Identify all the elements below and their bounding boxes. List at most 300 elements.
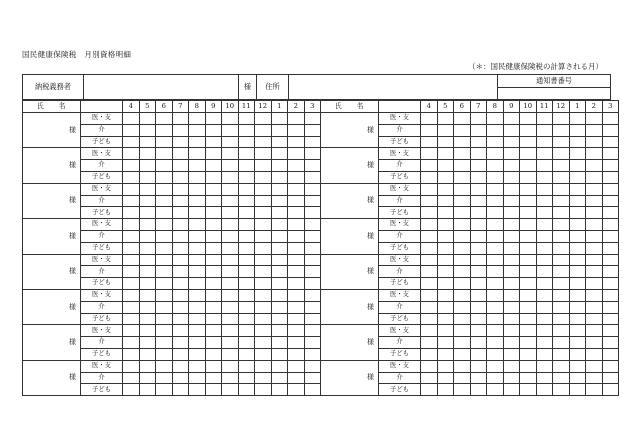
month-cell[interactable] — [437, 183, 454, 195]
month-cell[interactable] — [470, 266, 487, 278]
month-cell[interactable] — [189, 266, 206, 278]
insured-name-cell[interactable]: 様 — [23, 113, 81, 148]
month-cell[interactable] — [553, 313, 570, 325]
month-cell[interactable] — [569, 136, 586, 148]
month-cell[interactable] — [222, 230, 239, 242]
month-cell[interactable] — [288, 254, 305, 266]
month-cell[interactable] — [271, 301, 288, 313]
month-cell[interactable] — [205, 337, 222, 349]
month-cell[interactable] — [454, 113, 471, 125]
month-cell[interactable] — [304, 230, 321, 242]
month-cell[interactable] — [205, 160, 222, 172]
month-cell[interactable] — [271, 242, 288, 254]
month-cell[interactable] — [586, 230, 603, 242]
month-cell[interactable] — [304, 278, 321, 290]
insured-name-cell[interactable]: 様 — [321, 113, 379, 148]
month-cell[interactable] — [503, 171, 520, 183]
month-cell[interactable] — [271, 325, 288, 337]
month-cell[interactable] — [454, 148, 471, 160]
month-cell[interactable] — [421, 254, 438, 266]
month-cell[interactable] — [421, 266, 438, 278]
month-cell[interactable] — [536, 242, 553, 254]
month-cell[interactable] — [487, 301, 504, 313]
month-cell[interactable] — [172, 171, 189, 183]
month-cell[interactable] — [172, 113, 189, 125]
month-cell[interactable] — [156, 278, 173, 290]
month-cell[interactable] — [586, 254, 603, 266]
month-cell[interactable] — [288, 337, 305, 349]
month-cell[interactable] — [172, 278, 189, 290]
month-cell[interactable] — [487, 136, 504, 148]
month-cell[interactable] — [437, 242, 454, 254]
month-cell[interactable] — [304, 254, 321, 266]
insured-name-cell[interactable]: 様 — [321, 254, 379, 289]
month-cell[interactable] — [123, 372, 140, 384]
month-cell[interactable] — [569, 195, 586, 207]
insured-name-cell[interactable]: 様 — [321, 148, 379, 183]
month-cell[interactable] — [536, 266, 553, 278]
month-cell[interactable] — [139, 301, 156, 313]
month-cell[interactable] — [586, 372, 603, 384]
month-cell[interactable] — [238, 254, 255, 266]
month-cell[interactable] — [123, 360, 140, 372]
month-cell[interactable] — [123, 384, 140, 396]
month-cell[interactable] — [123, 207, 140, 219]
month-cell[interactable] — [487, 207, 504, 219]
month-cell[interactable] — [487, 348, 504, 360]
month-cell[interactable] — [238, 266, 255, 278]
month-cell[interactable] — [205, 113, 222, 125]
month-cell[interactable] — [238, 183, 255, 195]
month-cell[interactable] — [156, 195, 173, 207]
month-cell[interactable] — [503, 348, 520, 360]
month-cell[interactable] — [288, 124, 305, 136]
month-cell[interactable] — [222, 242, 239, 254]
month-cell[interactable] — [304, 242, 321, 254]
month-cell[interactable] — [139, 230, 156, 242]
month-cell[interactable] — [222, 348, 239, 360]
month-cell[interactable] — [288, 384, 305, 396]
month-cell[interactable] — [421, 219, 438, 231]
month-cell[interactable] — [123, 337, 140, 349]
month-cell[interactable] — [172, 301, 189, 313]
month-cell[interactable] — [602, 183, 619, 195]
month-cell[interactable] — [222, 113, 239, 125]
month-cell[interactable] — [553, 219, 570, 231]
month-cell[interactable] — [602, 113, 619, 125]
month-cell[interactable] — [139, 160, 156, 172]
month-cell[interactable] — [156, 148, 173, 160]
month-cell[interactable] — [586, 171, 603, 183]
month-cell[interactable] — [586, 384, 603, 396]
month-cell[interactable] — [503, 148, 520, 160]
month-cell[interactable] — [205, 289, 222, 301]
month-cell[interactable] — [222, 124, 239, 136]
month-cell[interactable] — [172, 160, 189, 172]
month-cell[interactable] — [172, 148, 189, 160]
month-cell[interactable] — [222, 195, 239, 207]
month-cell[interactable] — [123, 266, 140, 278]
month-cell[interactable] — [569, 113, 586, 125]
month-cell[interactable] — [205, 348, 222, 360]
month-cell[interactable] — [470, 278, 487, 290]
month-cell[interactable] — [487, 195, 504, 207]
month-cell[interactable] — [271, 266, 288, 278]
month-cell[interactable] — [437, 384, 454, 396]
month-cell[interactable] — [586, 183, 603, 195]
month-cell[interactable] — [602, 278, 619, 290]
month-cell[interactable] — [222, 372, 239, 384]
month-cell[interactable] — [569, 313, 586, 325]
month-cell[interactable] — [536, 124, 553, 136]
month-cell[interactable] — [503, 325, 520, 337]
month-cell[interactable] — [189, 230, 206, 242]
month-cell[interactable] — [586, 278, 603, 290]
month-cell[interactable] — [304, 136, 321, 148]
month-cell[interactable] — [569, 183, 586, 195]
month-cell[interactable] — [255, 207, 272, 219]
month-cell[interactable] — [421, 230, 438, 242]
month-cell[interactable] — [536, 313, 553, 325]
month-cell[interactable] — [172, 242, 189, 254]
month-cell[interactable] — [520, 171, 537, 183]
month-cell[interactable] — [271, 183, 288, 195]
month-cell[interactable] — [205, 325, 222, 337]
month-cell[interactable] — [288, 372, 305, 384]
month-cell[interactable] — [172, 348, 189, 360]
month-cell[interactable] — [503, 195, 520, 207]
month-cell[interactable] — [222, 183, 239, 195]
month-cell[interactable] — [503, 360, 520, 372]
month-cell[interactable] — [553, 242, 570, 254]
month-cell[interactable] — [172, 325, 189, 337]
month-cell[interactable] — [255, 372, 272, 384]
month-cell[interactable] — [172, 313, 189, 325]
month-cell[interactable] — [421, 360, 438, 372]
month-cell[interactable] — [602, 136, 619, 148]
month-cell[interactable] — [487, 266, 504, 278]
month-cell[interactable] — [454, 195, 471, 207]
month-cell[interactable] — [503, 278, 520, 290]
month-cell[interactable] — [586, 337, 603, 349]
month-cell[interactable] — [503, 160, 520, 172]
month-cell[interactable] — [520, 242, 537, 254]
month-cell[interactable] — [288, 301, 305, 313]
month-cell[interactable] — [156, 301, 173, 313]
month-cell[interactable] — [255, 278, 272, 290]
month-cell[interactable] — [569, 289, 586, 301]
month-cell[interactable] — [437, 372, 454, 384]
month-cell[interactable] — [454, 348, 471, 360]
month-cell[interactable] — [255, 360, 272, 372]
month-cell[interactable] — [503, 219, 520, 231]
month-cell[interactable] — [454, 313, 471, 325]
month-cell[interactable] — [602, 360, 619, 372]
month-cell[interactable] — [288, 171, 305, 183]
month-cell[interactable] — [238, 372, 255, 384]
month-cell[interactable] — [288, 278, 305, 290]
month-cell[interactable] — [304, 348, 321, 360]
month-cell[interactable] — [271, 195, 288, 207]
month-cell[interactable] — [569, 278, 586, 290]
month-cell[interactable] — [503, 313, 520, 325]
month-cell[interactable] — [205, 136, 222, 148]
month-cell[interactable] — [454, 289, 471, 301]
month-cell[interactable] — [553, 384, 570, 396]
month-cell[interactable] — [205, 148, 222, 160]
month-cell[interactable] — [553, 278, 570, 290]
month-cell[interactable] — [288, 266, 305, 278]
month-cell[interactable] — [123, 160, 140, 172]
insured-name-cell[interactable]: 様 — [23, 219, 81, 254]
month-cell[interactable] — [454, 242, 471, 254]
month-cell[interactable] — [536, 148, 553, 160]
month-cell[interactable] — [304, 195, 321, 207]
month-cell[interactable] — [470, 148, 487, 160]
month-cell[interactable] — [520, 183, 537, 195]
month-cell[interactable] — [189, 360, 206, 372]
month-cell[interactable] — [569, 171, 586, 183]
month-cell[interactable] — [536, 195, 553, 207]
month-cell[interactable] — [189, 219, 206, 231]
month-cell[interactable] — [437, 301, 454, 313]
insured-name-cell[interactable]: 様 — [23, 254, 81, 289]
month-cell[interactable] — [304, 325, 321, 337]
month-cell[interactable] — [205, 230, 222, 242]
month-cell[interactable] — [536, 360, 553, 372]
month-cell[interactable] — [536, 254, 553, 266]
month-cell[interactable] — [271, 230, 288, 242]
month-cell[interactable] — [454, 219, 471, 231]
month-cell[interactable] — [255, 325, 272, 337]
month-cell[interactable] — [189, 136, 206, 148]
month-cell[interactable] — [172, 384, 189, 396]
insured-name-cell[interactable]: 様 — [23, 325, 81, 360]
month-cell[interactable] — [602, 160, 619, 172]
month-cell[interactable] — [238, 195, 255, 207]
month-cell[interactable] — [172, 254, 189, 266]
month-cell[interactable] — [487, 242, 504, 254]
month-cell[interactable] — [139, 242, 156, 254]
month-cell[interactable] — [569, 148, 586, 160]
month-cell[interactable] — [602, 348, 619, 360]
month-cell[interactable] — [304, 289, 321, 301]
month-cell[interactable] — [271, 136, 288, 148]
month-cell[interactable] — [288, 360, 305, 372]
month-cell[interactable] — [421, 113, 438, 125]
month-cell[interactable] — [553, 348, 570, 360]
month-cell[interactable] — [139, 348, 156, 360]
month-cell[interactable] — [437, 325, 454, 337]
month-cell[interactable] — [271, 124, 288, 136]
month-cell[interactable] — [553, 195, 570, 207]
month-cell[interactable] — [487, 278, 504, 290]
month-cell[interactable] — [139, 113, 156, 125]
month-cell[interactable] — [569, 160, 586, 172]
month-cell[interactable] — [503, 254, 520, 266]
month-cell[interactable] — [189, 313, 206, 325]
month-cell[interactable] — [255, 384, 272, 396]
month-cell[interactable] — [421, 278, 438, 290]
month-cell[interactable] — [553, 301, 570, 313]
month-cell[interactable] — [156, 124, 173, 136]
month-cell[interactable] — [271, 289, 288, 301]
month-cell[interactable] — [123, 136, 140, 148]
month-cell[interactable] — [487, 372, 504, 384]
month-cell[interactable] — [569, 266, 586, 278]
month-cell[interactable] — [520, 230, 537, 242]
month-cell[interactable] — [553, 136, 570, 148]
month-cell[interactable] — [172, 195, 189, 207]
month-cell[interactable] — [520, 195, 537, 207]
month-cell[interactable] — [437, 148, 454, 160]
month-cell[interactable] — [139, 207, 156, 219]
month-cell[interactable] — [172, 124, 189, 136]
month-cell[interactable] — [602, 148, 619, 160]
month-cell[interactable] — [454, 254, 471, 266]
month-cell[interactable] — [238, 301, 255, 313]
month-cell[interactable] — [470, 384, 487, 396]
month-cell[interactable] — [271, 348, 288, 360]
month-cell[interactable] — [553, 160, 570, 172]
month-cell[interactable] — [470, 325, 487, 337]
month-cell[interactable] — [156, 242, 173, 254]
month-cell[interactable] — [437, 230, 454, 242]
month-cell[interactable] — [454, 325, 471, 337]
month-cell[interactable] — [421, 207, 438, 219]
month-cell[interactable] — [553, 266, 570, 278]
month-cell[interactable] — [222, 207, 239, 219]
month-cell[interactable] — [454, 230, 471, 242]
month-cell[interactable] — [139, 337, 156, 349]
month-cell[interactable] — [437, 113, 454, 125]
month-cell[interactable] — [271, 113, 288, 125]
month-cell[interactable] — [553, 124, 570, 136]
month-cell[interactable] — [536, 219, 553, 231]
month-cell[interactable] — [238, 171, 255, 183]
month-cell[interactable] — [421, 171, 438, 183]
month-cell[interactable] — [470, 289, 487, 301]
month-cell[interactable] — [255, 160, 272, 172]
month-cell[interactable] — [123, 195, 140, 207]
month-cell[interactable] — [156, 136, 173, 148]
month-cell[interactable] — [172, 207, 189, 219]
month-cell[interactable] — [569, 124, 586, 136]
month-cell[interactable] — [238, 289, 255, 301]
month-cell[interactable] — [288, 242, 305, 254]
month-cell[interactable] — [553, 171, 570, 183]
month-cell[interactable] — [536, 278, 553, 290]
month-cell[interactable] — [139, 325, 156, 337]
month-cell[interactable] — [139, 124, 156, 136]
month-cell[interactable] — [271, 360, 288, 372]
month-cell[interactable] — [470, 348, 487, 360]
month-cell[interactable] — [255, 230, 272, 242]
month-cell[interactable] — [602, 230, 619, 242]
month-cell[interactable] — [470, 124, 487, 136]
month-cell[interactable] — [205, 372, 222, 384]
month-cell[interactable] — [487, 289, 504, 301]
month-cell[interactable] — [271, 160, 288, 172]
month-cell[interactable] — [536, 183, 553, 195]
month-cell[interactable] — [520, 124, 537, 136]
month-cell[interactable] — [189, 325, 206, 337]
month-cell[interactable] — [189, 337, 206, 349]
month-cell[interactable] — [139, 254, 156, 266]
month-cell[interactable] — [222, 278, 239, 290]
month-cell[interactable] — [271, 207, 288, 219]
month-cell[interactable] — [470, 160, 487, 172]
month-cell[interactable] — [238, 113, 255, 125]
month-cell[interactable] — [487, 219, 504, 231]
month-cell[interactable] — [421, 301, 438, 313]
month-cell[interactable] — [238, 360, 255, 372]
month-cell[interactable] — [255, 113, 272, 125]
month-cell[interactable] — [189, 301, 206, 313]
month-cell[interactable] — [156, 230, 173, 242]
month-cell[interactable] — [487, 160, 504, 172]
month-cell[interactable] — [139, 360, 156, 372]
insured-name-cell[interactable]: 様 — [321, 183, 379, 218]
month-cell[interactable] — [288, 207, 305, 219]
month-cell[interactable] — [156, 372, 173, 384]
month-cell[interactable] — [454, 136, 471, 148]
month-cell[interactable] — [304, 207, 321, 219]
month-cell[interactable] — [271, 313, 288, 325]
month-cell[interactable] — [536, 207, 553, 219]
month-cell[interactable] — [536, 301, 553, 313]
month-cell[interactable] — [421, 148, 438, 160]
month-cell[interactable] — [569, 301, 586, 313]
month-cell[interactable] — [222, 384, 239, 396]
month-cell[interactable] — [156, 219, 173, 231]
month-cell[interactable] — [536, 230, 553, 242]
month-cell[interactable] — [189, 289, 206, 301]
month-cell[interactable] — [255, 348, 272, 360]
month-cell[interactable] — [553, 254, 570, 266]
month-cell[interactable] — [520, 325, 537, 337]
month-cell[interactable] — [454, 183, 471, 195]
month-cell[interactable] — [470, 136, 487, 148]
month-cell[interactable] — [172, 183, 189, 195]
month-cell[interactable] — [520, 219, 537, 231]
month-cell[interactable] — [586, 207, 603, 219]
month-cell[interactable] — [569, 230, 586, 242]
month-cell[interactable] — [421, 124, 438, 136]
month-cell[interactable] — [520, 278, 537, 290]
insured-name-cell[interactable]: 様 — [321, 360, 379, 395]
month-cell[interactable] — [238, 230, 255, 242]
month-cell[interactable] — [520, 254, 537, 266]
month-cell[interactable] — [437, 136, 454, 148]
month-cell[interactable] — [503, 183, 520, 195]
month-cell[interactable] — [255, 219, 272, 231]
month-cell[interactable] — [304, 183, 321, 195]
month-cell[interactable] — [503, 136, 520, 148]
month-cell[interactable] — [470, 372, 487, 384]
month-cell[interactable] — [139, 384, 156, 396]
month-cell[interactable] — [421, 136, 438, 148]
month-cell[interactable] — [172, 230, 189, 242]
month-cell[interactable] — [421, 195, 438, 207]
month-cell[interactable] — [536, 289, 553, 301]
month-cell[interactable] — [123, 183, 140, 195]
month-cell[interactable] — [238, 313, 255, 325]
month-cell[interactable] — [123, 242, 140, 254]
month-cell[interactable] — [586, 360, 603, 372]
month-cell[interactable] — [222, 160, 239, 172]
month-cell[interactable] — [222, 148, 239, 160]
